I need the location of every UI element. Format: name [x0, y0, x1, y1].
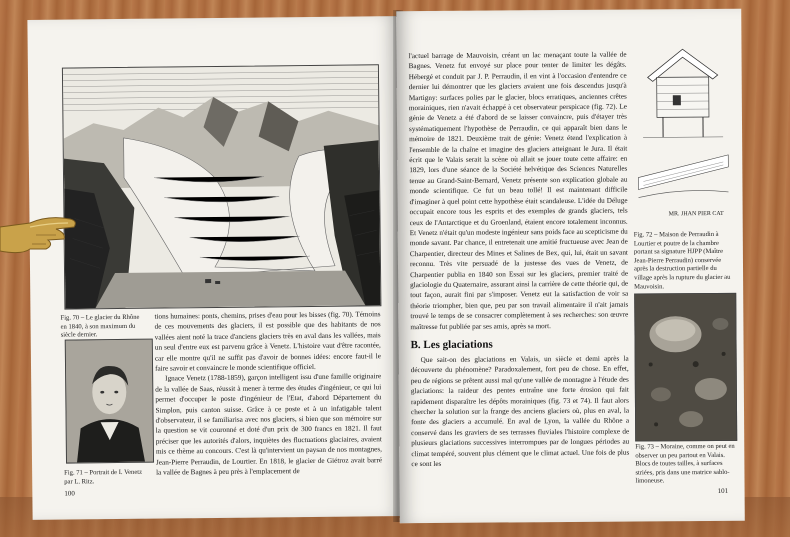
left-page — [27, 16, 402, 520]
left-paragraph-1: tions humaines: ponts, chemins, prises d'eau pour les bisses (fig. 70). Témoins de ces mouvements des glaciers, il est possible que des habitants de nos vallées aient noté la trace d'anciens glaciers très en aval dans les vallées, mais un seul d'entre eux est parvenu grâce à Venetz. L'histoire vaut d'être racontée, car elle montre qu'il ne suffit pas d'avoir de bonnes idées: encore faut-il le faire savoir et convaincre le monde scientifique officiel. — [154, 310, 381, 373]
right-page-number: 101 — [717, 486, 729, 495]
fig72-drawing — [632, 37, 733, 228]
fig70-caption: Fig. 70 – Le glacier du Rhône en 1840, à son maximum du siècle dernier. — [60, 313, 140, 339]
left-text-column — [154, 309, 382, 478]
right-text-column — [408, 50, 629, 470]
section-title: B. Les glaciations — [410, 338, 493, 352]
fig71-caption: Fig. 71 – Portrait de I. Venetz par L. Ritz. — [64, 468, 143, 486]
hand-icon — [0, 205, 78, 265]
right-paragraph-1: l'actuel barrage de Mauvoisin, créant un lac menaçant toute la vallée de Bagnes. Venetz fut envoyé sur place pour tenter de limiter les dégâts. Hébergé et conduit par J. P. Perraudin, il en vint à l'occasion d'entendre ce dernier lui démontrer que les glaciers avaient une fois descendus jusqu'à Martigny: surfaces polies par le glacier, blocs erratiques, anciennes crêtes morainiques, rien n'avait échappé à cet observateur perspicace (fig. 72). Le génie de Venetz a été d'abord de se laisser convaincre, puis d'étayer très systématiquement l'hypothèse de Perraudin, ce qui apparaît bien dans le mémoire de 1821. Deuxième trait de génie: Venetz étend l'explication à l'ensemble de la chaîne et imagine des glaciers atteignant le Jura. Il était écrit que le Valais serait la scène où allait se jouer toute cette affaire: en 1829, lors d'une séance de la Société helvétique des Sciences Naturelles tenue au Grand-Saint-Bernard, Venetz présente son explication globale au monde scientifique. Ce fut un beau tollé! Il est maintenant difficile d'imaginer à quel point cette hypothèse était scandaleuse. L'idée du Déluge occupait encore tous les esprits et des exemples de grands glaciers, tels ceux de l'Antarctique et du Groenland, étaient encore totalement inconnus. Et Venetz n'était qu'un modeste ingénieur sans poids face au scepticisme du monde savant. Par chance, il entretenait une amitié fructueuse avec Jean de Charpentier, directeur des Mines et Salines de Bex, qui, lui, était un savant reconnu. Très vite persuadé de la justesse des vues de Venetz, de Charpentier publia en 1840 son Essai sur les glaciers, premier traité de glaciologie du Quaternaire, assurant ainsi la carrière de cette théorie qui, de tout façon, aurait fini par s'imposer. Venetz eut la satisfaction de voir sa théorie triompher, bien que, peu par son travail alimentaire il n'ait jamais trouvé le temps de se consacrer complètement à ses recherches: son œuvre maîtresse fut publiée par ses amis, après sa mort. — [408, 50, 629, 331]
moraine-photo — [635, 294, 736, 441]
perraudin-house-sketch — [632, 37, 733, 228]
rhone-glacier-illustration — [63, 65, 380, 308]
fig73-photo — [634, 293, 737, 442]
beam-inscription: MR. JHAN PIER CAT — [668, 210, 724, 218]
left-page-number: 100 — [64, 489, 75, 498]
left-paragraph-2: Ignace Venetz (1788-1859), garçon intelligent issu d'une famille originaire de la vallée de Saas, réussit à mener à terme des études d'ingénieur, ce qui lui permet d'occuper le poste d'ingénieur de l'Etat, d'abord Département du Simplon, puis canton suisse. Grâce à ce poste et à un infatigable talent d'observateur, il se familiarisa avec nos glaciers, si bien que son mémoire sur la question se vit couronné et doté d'un prix de 300 francs en 1821. Il faut préciser que les autorités d'alors, inquiètes des fluctuations glaciaires, avaient mis ce thème au concours. C'est là qu'intervient un paysan de nos montagnes, Jean-Pierre Perraudin, de Lourtier. En 1818, le glacier de Giétroz avait barré la vallée de Bagnes à peu près à l'emplacement de — [155, 372, 383, 477]
fig73-caption: Fig. 73 – Moraine, comme on peut en observer un peu partout en Valais. Blocs de toutes tailles, à surfaces striées, pris dans une matrice sablo-limoneuse. — [635, 442, 735, 485]
right-page — [396, 9, 745, 523]
fig72-caption: Fig. 72 – Maison de Perraudin à Lourtier et poutre de la chambre portant sa signature HJPP (Maître Jean-Pierre Perraudin) conservée après la destruction partielle du village après la rupture du glacier au Mauvoisin. — [633, 230, 731, 291]
fig70-engraving — [62, 64, 382, 309]
brass-hand-bookmark — [0, 205, 78, 265]
section-paragraph: Que sait-on des glaciations en Valais, un siècle et demi après la découverte du phénomène? Paradoxalement, fort peu de chose. En effet, peu de régions se prêtent aussi mal qu'une vallée de montagne à l'étude des glaciations: la raideur des pentes entraîne une forte érosion qui fait rapidement disparaître les dépôts morainiques (fig. 73 et 74). Il faut alors chercher la solution sur la frange des anciens glaciers où, plus en aval, la fonte des glaciers a accumulé. En aval de Lyon, la vallée du Rhône a conservé dans les graviers de ses terrasses fluviales l'histoire complexe de plusieurs glaciations successives interrompues par de longues périodes au climat tempéré, souvent plus clément que le climat actuel. Une fois de plus ce sont les — [410, 354, 630, 469]
venetz-portrait — [66, 340, 153, 463]
fig71-portrait — [65, 339, 154, 464]
